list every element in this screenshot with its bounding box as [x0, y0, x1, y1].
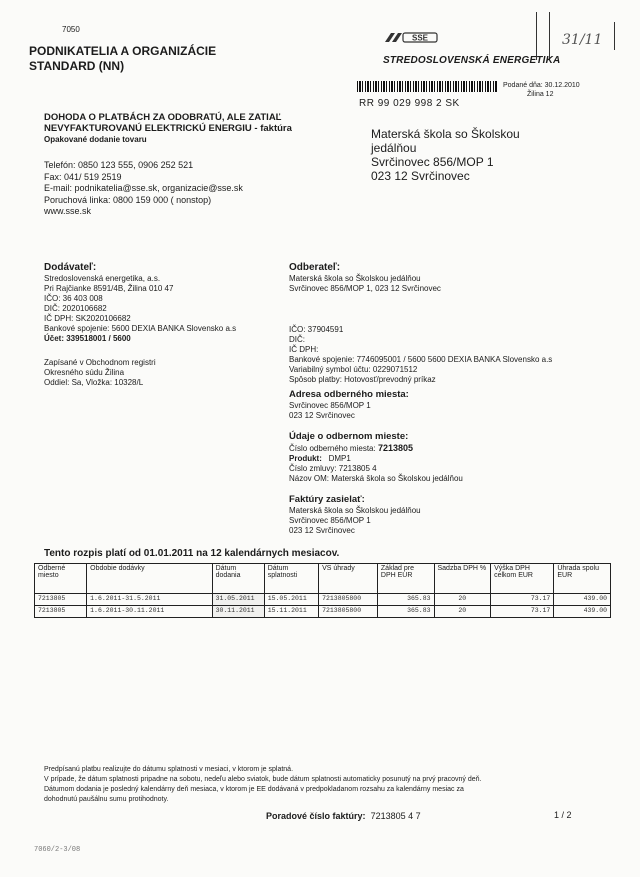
invoice-to-block — [289, 494, 421, 536]
col-header: Základ pre DPH EUR — [377, 564, 434, 594]
supplier-icdph: IČ DPH: SK2020106682 — [44, 314, 131, 323]
invoice-to-heading: Faktúry zasielať: — [289, 494, 365, 505]
point-product-label: Produkt: — [289, 454, 322, 463]
company-header-line2: STANDARD (NN) — [29, 59, 125, 73]
posted-info — [503, 82, 580, 89]
invoice-to-line1: Materská škola so Školskou jedálňou — [289, 506, 421, 515]
customer-icdph: IČ DPH: — [289, 345, 319, 354]
recipient-line2: jedálňou — [371, 141, 417, 155]
point-heading: Údaje o odbernom mieste: — [289, 431, 409, 442]
col-header: Odberné miesto — [35, 564, 87, 594]
table-cell: 365.83 — [377, 594, 434, 606]
table-row — [35, 594, 611, 606]
table-cell: 439.00 — [554, 606, 611, 618]
invoice-order — [266, 811, 421, 821]
invoice-to-line3: 023 12 Svrčinovec — [289, 526, 355, 535]
posted-place: Žilina 12 — [527, 91, 554, 98]
supplier-address: Pri Rajčianke 8591/4B, Žilina 010 47 — [44, 284, 174, 293]
contact-email: E-mail: podnikatelia@sse.sk, organizacie@sse.sk — [44, 183, 243, 193]
table-header-row — [35, 564, 611, 594]
customer-block — [289, 261, 441, 294]
customer-ids — [289, 325, 552, 385]
supplier-registry1: Zapísané v Obchodnom registri — [44, 358, 156, 367]
title-line2: NEVYFAKTUROVANÚ ELEKTRICKÚ ENERGIU - faktúra — [44, 123, 292, 134]
company-header — [29, 44, 216, 74]
point-block — [289, 431, 463, 484]
table-cell: 7213805 — [35, 606, 87, 618]
point-number-label: Číslo odberného miesta: — [289, 444, 376, 453]
supplier-dic: DIČ: 2020106682 — [44, 304, 107, 313]
table-cell: 1.6.2011-31.5.2011 — [87, 594, 212, 606]
point-number: 7213805 — [377, 443, 413, 453]
recipient-line4: 023 12 Svrčinovec — [371, 169, 470, 183]
company-header-line1: PODNIKATELIA A ORGANIZÁCIE — [29, 44, 217, 58]
supplier-account: Účet: 339518001 / 5600 — [44, 334, 131, 343]
supplier-block — [44, 261, 236, 388]
point-product: DMP1 — [328, 454, 351, 463]
col-header: VS úhrady — [319, 564, 378, 594]
title-subtitle: Opakované dodanie tovaru — [44, 135, 147, 144]
table-cell: 20 — [434, 594, 491, 606]
invoice-order-number: 7213805 4 7 — [370, 811, 421, 821]
document-code: 7050 — [62, 25, 80, 34]
customer-name: Materská škola so Školskou jedálňou — [289, 274, 421, 283]
col-header: Obdobie dodávky — [87, 564, 212, 594]
contact-phone: Telefón: 0850 123 555, 0906 252 521 — [44, 160, 194, 170]
supplier-bank: Bankové spojenie: 5600 DEXIA BANKA Slovensko a.s — [44, 324, 237, 333]
table-cell: 73.17 — [491, 606, 554, 618]
invoice-to-line2: Svrčinovec 856/MOP 1 — [289, 516, 371, 525]
document-title — [44, 112, 292, 145]
delivery-block — [289, 389, 409, 421]
table-cell: 365.83 — [377, 606, 434, 618]
title-line1: DOHODA O PLATBÁCH ZA ODOBRATÚ, ALE ZATIAĽ — [44, 112, 282, 123]
posted-date: 30.12.2010 — [544, 82, 580, 89]
col-header: Výška DPH celkom EUR — [491, 564, 554, 594]
point-name: Názov OM: Materská škola so Školskou jedálňou — [289, 474, 463, 483]
contact-hotline: Poruchová linka: 0800 159 000 ( nonstop) — [44, 194, 212, 205]
customer-dic: DIČ: — [289, 335, 305, 344]
col-header: Dátum dodania — [212, 564, 264, 594]
customer-vs: Variabilný symbol účtu: 0229071512 — [289, 365, 418, 374]
footer-line1: Predpísanú platbu realizujte do dátumu splatnosti v mesiaci, v ktorom je splatná. — [44, 766, 294, 773]
supplier-name: Stredoslovenská energetika, a.s. — [44, 274, 161, 283]
supplier-registry2: Okresného súdu Žilina — [44, 368, 125, 377]
delivery-heading: Adresa odberného miesta: — [289, 389, 409, 400]
margin-mark — [536, 12, 537, 60]
payment-schedule-table — [34, 563, 611, 618]
col-header: Sadzba DPH % — [434, 564, 491, 594]
col-header: Úhrada spolu EUR — [554, 564, 611, 594]
contacts — [44, 160, 243, 218]
footer-line3: Dátumom dodania je posledný kalendárny deň mesiaca, v ktorom je EE dodávaná v predpokladanom rozsahu za kalendárny mesiac za — [44, 786, 464, 793]
handwritten-note: 31/11 — [562, 32, 603, 48]
table-cell: 20 — [434, 606, 491, 618]
point-contract: Číslo zmluvy: 7213805 4 — [289, 464, 377, 473]
delivery-line2: 023 12 Svrčinovec — [289, 411, 355, 420]
table-cell: 1.6.2011-30.11.2011 — [87, 606, 212, 618]
recipient-line3: Svrčinovec 856/MOP 1 — [371, 155, 494, 169]
table-cell: 15.05.2011 — [264, 594, 318, 606]
registered-number: RR 99 029 998 2 SK — [359, 98, 460, 109]
form-code: 7060/2-3/08 — [34, 846, 81, 854]
barcode — [357, 81, 497, 92]
sse-logo-icon — [383, 30, 439, 46]
supplier-ico: IČO: 36 403 008 — [44, 294, 103, 303]
brand-name: STREDOSLOVENSKÁ ENERGETIKA — [383, 55, 561, 66]
table-cell: 30.11.2011 — [212, 606, 264, 618]
recipient-address — [371, 127, 520, 183]
sse-logo — [383, 30, 439, 46]
footer-line4: dohodnutú paušálnu sumu protihodnoty. — [44, 796, 169, 803]
delivery-line1: Svrčinovec 856/MOP 1 — [289, 401, 371, 410]
contact-fax: Fax: 041/ 519 2519 — [44, 171, 122, 182]
posted-label: Podané dňa: — [503, 82, 543, 89]
margin-mark — [614, 22, 615, 50]
table-cell: 7213805 — [35, 594, 87, 606]
footer-line2: V prípade, že dátum splatnosti pripadne na sobotu, nedeľu alebo sviatok, bude dátum splatnosti automaticky posunutý na prvý pracovný deň. — [44, 776, 482, 783]
table-row — [35, 606, 611, 618]
customer-bank: Bankové spojenie: 7746095001 / 5600 5600 DEXIA BANKA Slovensko a.s — [289, 355, 553, 364]
table-cell: 7213805800 — [319, 606, 378, 618]
customer-heading: Odberateľ: — [289, 262, 341, 273]
customer-ico: IČO: 37904591 — [289, 325, 344, 334]
table-cell: 15.11.2011 — [264, 606, 318, 618]
table-cell: 7213805800 — [319, 594, 378, 606]
invoice-order-label: Poradové číslo faktúry: — [266, 811, 366, 821]
customer-address: Svrčinovec 856/MOP 1, 023 12 Svrčinovec — [289, 284, 441, 293]
customer-payment: Spôsob platby: Hotovosť/prevodný príkaz — [289, 375, 436, 384]
supplier-heading: Dodávateľ: — [44, 262, 97, 273]
recipient-line1: Materská škola so Školskou — [371, 127, 520, 141]
schedule-title: Tento rozpis platí od 01.01.2011 na 12 kalendárnych mesiacov. — [44, 548, 340, 559]
sse-logo-text: SSE — [411, 33, 429, 43]
table-cell: 31.05.2011 — [212, 594, 264, 606]
table-cell: 73.17 — [491, 594, 554, 606]
page-number: 1 / 2 — [554, 810, 572, 820]
margin-mark — [549, 12, 550, 60]
table-cell: 439.00 — [554, 594, 611, 606]
col-header: Dátum splatnosti — [264, 564, 318, 594]
footer-notes — [44, 765, 604, 805]
supplier-registry3: Oddiel: Sa, Vložka: 10328/L — [44, 378, 144, 387]
contact-web: www.sse.sk — [44, 206, 92, 216]
